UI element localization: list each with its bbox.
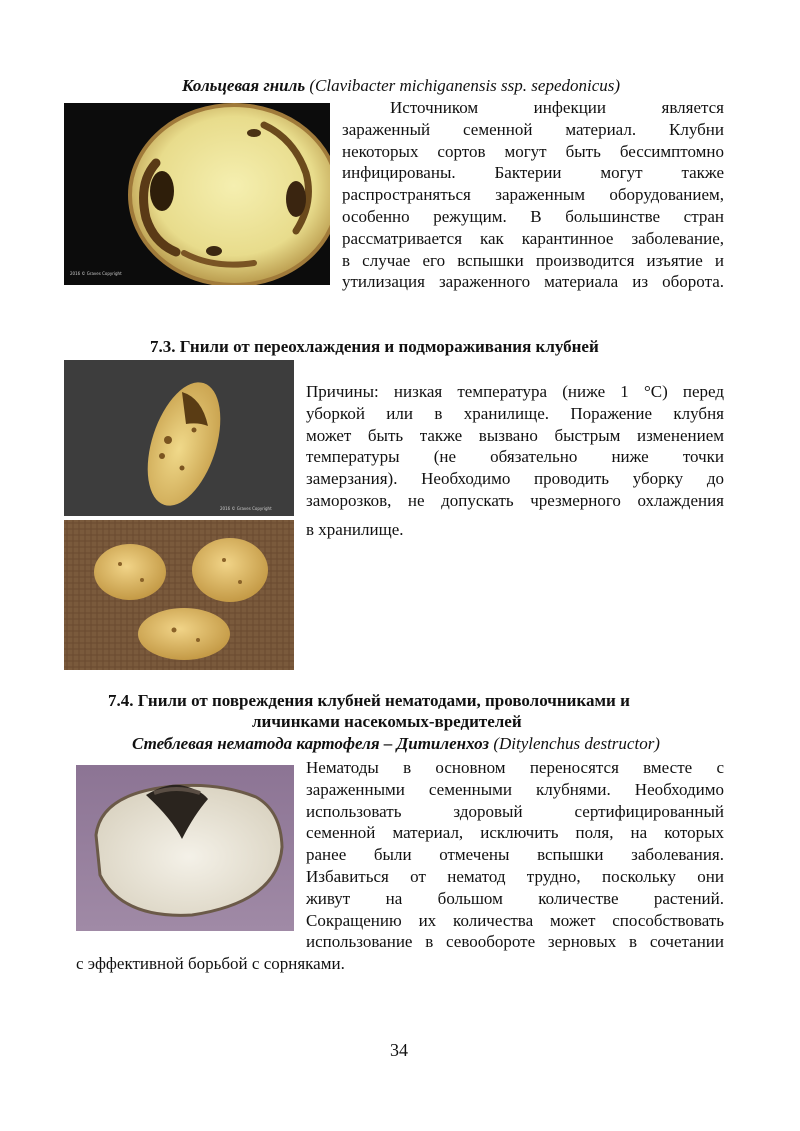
stem-nematode-heading-bold: Стеблевая нематода картофеля – Дитиленхоз [132,734,490,753]
ring-rot-line: особенно режущим. В большинстве стран [342,206,724,226]
ring-rot-tuber-illustration [64,103,330,285]
nematode-line: использовать здоровый сертифицированный [306,801,724,821]
ring-rot-line: зараженный семенной материал. Клубни [342,119,724,139]
stem-nematode-paragraph [306,757,724,953]
ring-rot-line: инфицированы. Бактерии могут также [342,163,724,183]
chilling-line: температуры (не обязательно ниже точки [306,447,724,467]
nematode-line: Сокращению их количества может способствовать [306,910,724,930]
section-7-4-heading-line1: 7.4. Гнили от повреждения клубней нематодами, проволочниками и [108,691,630,710]
burlap-tubers-illustration [64,520,294,670]
nematode-last-line: с эффективной борьбой с сорняками. [76,954,345,973]
section-7-4-heading-line2: личинками насекомых-вредителей [252,712,522,731]
heading-ring-rot-latin: (Clavibacter michiganensis ssp. sepedonicus) [309,76,621,95]
ring-rot-line: утилизация зараженного материала из оборота. [342,272,724,292]
ring-rot-line: Источником инфекции является [390,98,724,117]
nematode-line: зараженными семенными клубнями. Необходимо [306,779,724,799]
chilling-line: может быть также вызвано быстрым изменением [306,425,724,445]
nematode-line: живут на большом количестве растений. [306,888,724,908]
chilling-rot-photo-1 [64,360,294,516]
chilling-rot-photo-2 [64,520,294,670]
nematode-line: Избавиться от нематод трудно, поскольку они [306,866,724,886]
ring-rot-photo-caption: 2016 © Graves Copyright [70,271,122,276]
ring-rot-line: рассматривается как карантинное заболевание, [342,228,724,248]
stem-nematode-heading-latin: (Ditylenchus destructor) [493,734,660,753]
ring-rot-paragraph [342,97,724,293]
nematode-tuber-illustration [76,765,294,931]
chilling-line: уборкой или в хранилище. Поражение клубня [306,403,724,423]
chilling-line: замерзания). Необходимо проводить уборку до [306,469,724,489]
chilling-line: в хранилище. [306,519,404,539]
chilling-tuber-illustration [64,360,294,516]
chilling-line: заморозков, не допускать чрезмерного охлаждения [306,490,724,510]
nematode-line: семенной материал, исключить поля, на которых [306,823,724,843]
nematode-line: ранее были отмечены вспышки заболевания. [306,845,724,865]
ring-rot-line: распространяться зараженным оборудованием, [342,185,724,205]
ring-rot-line: в случае его вспышки производится изъятие и [342,250,724,270]
stem-nematode-photo [76,765,294,931]
heading-ring-rot-bold: Кольцевая гниль [182,76,306,95]
chilling-line: Причины: низкая температура (ниже 1 °С) перед [306,382,724,401]
stem-nematode-heading [132,734,660,754]
section-ring-rot-heading [182,76,620,96]
chilling-photo-caption: 2016 © Graves Copyright [220,506,272,511]
ring-rot-line: некоторых сортов могут быть бессимптомно [342,141,724,161]
chilling-rot-paragraph [306,381,724,541]
ring-rot-photo [64,103,330,285]
nematode-line: использование в севообороте зерновых в сочетании [306,932,724,952]
nematode-line: Нематоды в основном переносятся вместе с [306,758,724,777]
section-7-3-heading: 7.3. Гнили от переохлаждения и подмораживания клубней [150,337,599,356]
page-number: 34 [390,1040,408,1060]
